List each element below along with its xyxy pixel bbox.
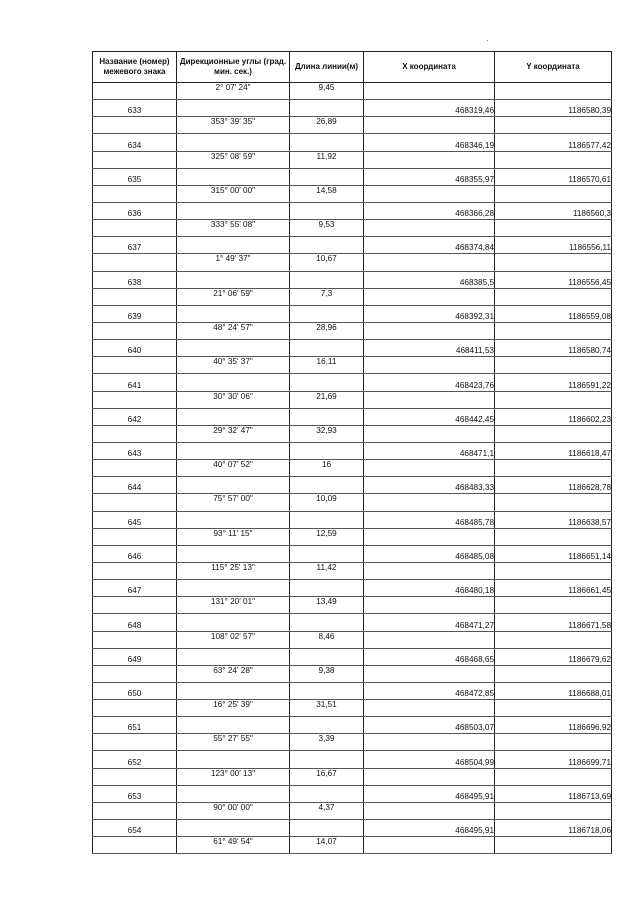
line-length-cell: 4,37 [290, 802, 364, 819]
y-coordinate-cell: 1186628,78 [495, 477, 612, 494]
y-coordinate-cell [495, 837, 612, 854]
table-row-segment [93, 597, 612, 614]
y-coordinate-cell [495, 288, 612, 305]
y-coordinate-cell [495, 631, 612, 648]
y-coordinate-cell: 1186618,47 [495, 442, 612, 459]
y-coordinate-cell: 1186661,45 [495, 580, 612, 597]
x-coordinate-cell: 468471,27 [364, 614, 495, 631]
y-coordinate-cell [495, 700, 612, 717]
direction-angle-cell [177, 202, 290, 219]
x-coordinate-cell [364, 802, 495, 819]
y-coordinate-cell [495, 220, 612, 237]
direction-angle-cell [177, 271, 290, 288]
line-length-cell: 28,96 [290, 322, 364, 339]
x-coordinate-cell [364, 151, 495, 168]
table-row-point [93, 305, 612, 322]
table-row-segment [93, 460, 612, 477]
x-coordinate-cell [364, 391, 495, 408]
x-coordinate-cell [364, 322, 495, 339]
x-coordinate-cell: 468319,46 [364, 100, 495, 117]
line-length-cell [290, 751, 364, 768]
direction-angle-cell [177, 580, 290, 597]
line-length-cell [290, 442, 364, 459]
table-row-segment [93, 357, 612, 374]
x-coordinate-cell: 468485,08 [364, 545, 495, 562]
table-row-segment [93, 837, 612, 854]
direction-angle-cell [177, 751, 290, 768]
line-length-cell [290, 202, 364, 219]
table-row-segment [93, 391, 612, 408]
y-coordinate-cell [495, 734, 612, 751]
y-coordinate-cell [495, 322, 612, 339]
line-length-cell [290, 580, 364, 597]
line-length-cell [290, 614, 364, 631]
marker-name-cell [93, 631, 177, 648]
y-coordinate-cell [495, 802, 612, 819]
line-length-cell: 12,59 [290, 528, 364, 545]
direction-angle-cell: 63° 24' 28" [177, 665, 290, 682]
table-row-point [93, 477, 612, 494]
y-coordinate-cell: 1186651,14 [495, 545, 612, 562]
table-row-segment [93, 322, 612, 339]
marker-name-cell: 640 [93, 340, 177, 357]
line-length-cell: 14,58 [290, 185, 364, 202]
direction-angle-cell: 353° 39' 35" [177, 117, 290, 134]
direction-angle-cell: 108° 02' 57" [177, 631, 290, 648]
direction-angle-cell [177, 648, 290, 665]
y-coordinate-cell: 1186556,45 [495, 271, 612, 288]
direction-angle-cell: 90° 00' 00" [177, 802, 290, 819]
table-row-segment [93, 562, 612, 579]
marker-name-cell: 648 [93, 614, 177, 631]
line-length-cell: 3,39 [290, 734, 364, 751]
table-row-point [93, 100, 612, 117]
direction-angle-cell [177, 374, 290, 391]
direction-angle-cell: 48° 24' 57" [177, 322, 290, 339]
direction-angle-cell: 115° 25' 13" [177, 562, 290, 579]
direction-angle-cell: 315° 00' 00" [177, 185, 290, 202]
y-coordinate-cell: 1186556,11 [495, 237, 612, 254]
direction-angle-cell: 325° 08' 59" [177, 151, 290, 168]
table-row-segment [93, 494, 612, 511]
header-line-length: Длина линии(м) [290, 52, 364, 83]
marker-name-cell: 654 [93, 820, 177, 837]
table-row-segment [93, 665, 612, 682]
x-coordinate-cell [364, 631, 495, 648]
direction-angle-cell [177, 168, 290, 185]
header-x-coordinate: X координата [364, 52, 495, 83]
line-length-cell: 31,51 [290, 700, 364, 717]
x-coordinate-cell [364, 494, 495, 511]
x-coordinate-cell: 468423,76 [364, 374, 495, 391]
marker-name-cell [93, 117, 177, 134]
y-coordinate-cell [495, 528, 612, 545]
direction-angle-cell: 131° 20' 01" [177, 597, 290, 614]
table-row-point [93, 682, 612, 699]
line-length-cell [290, 682, 364, 699]
line-length-cell: 11,92 [290, 151, 364, 168]
direction-angle-cell: 75° 57' 00" [177, 494, 290, 511]
line-length-cell: 7,3 [290, 288, 364, 305]
marker-name-cell: 651 [93, 717, 177, 734]
marker-name-cell [93, 460, 177, 477]
x-coordinate-cell [364, 254, 495, 271]
table-row-segment [93, 425, 612, 442]
line-length-cell [290, 340, 364, 357]
x-coordinate-cell: 468471,1 [364, 442, 495, 459]
marker-name-cell: 649 [93, 648, 177, 665]
marker-name-cell [93, 837, 177, 854]
table-row-segment [93, 117, 612, 134]
table-row-point [93, 374, 612, 391]
direction-angle-cell: 61° 49' 54" [177, 837, 290, 854]
y-coordinate-cell: 1186638,57 [495, 511, 612, 528]
x-coordinate-cell [364, 288, 495, 305]
table-row-point [93, 340, 612, 357]
line-length-cell [290, 305, 364, 322]
table-row-segment [93, 768, 612, 785]
y-coordinate-cell: 1186718,06 [495, 820, 612, 837]
marker-name-cell [93, 597, 177, 614]
x-coordinate-cell: 468385,5 [364, 271, 495, 288]
marker-name-cell [93, 528, 177, 545]
y-coordinate-cell [495, 151, 612, 168]
header-marker-name: Название (номер) межевого знака [93, 52, 177, 83]
line-length-cell [290, 408, 364, 425]
line-length-cell [290, 785, 364, 802]
marker-name-cell: 644 [93, 477, 177, 494]
direction-angle-cell: 30° 30' 06" [177, 391, 290, 408]
marker-name-cell: 635 [93, 168, 177, 185]
table-row-segment [93, 700, 612, 717]
marker-name-cell [93, 494, 177, 511]
line-length-cell [290, 545, 364, 562]
y-coordinate-cell [495, 357, 612, 374]
direction-angle-cell: 93° 11' 15" [177, 528, 290, 545]
marker-name-cell: 639 [93, 305, 177, 322]
line-length-cell [290, 271, 364, 288]
x-coordinate-cell [364, 83, 495, 100]
x-coordinate-cell: 468366,28 [364, 202, 495, 219]
x-coordinate-cell: 468480,18 [364, 580, 495, 597]
y-coordinate-cell [495, 494, 612, 511]
x-coordinate-cell: 468472,85 [364, 682, 495, 699]
marker-name-cell: 650 [93, 682, 177, 699]
y-coordinate-cell [495, 185, 612, 202]
y-coordinate-cell [495, 597, 612, 614]
line-length-cell [290, 100, 364, 117]
x-coordinate-cell [364, 734, 495, 751]
y-coordinate-cell [495, 665, 612, 682]
table-row-point [93, 202, 612, 219]
marker-name-cell [93, 734, 177, 751]
table-row-point [93, 168, 612, 185]
marker-name-cell: 647 [93, 580, 177, 597]
line-length-cell: 10,67 [290, 254, 364, 271]
direction-angle-cell [177, 237, 290, 254]
table-row-point [93, 271, 612, 288]
direction-angle-cell: 16° 25' 39" [177, 700, 290, 717]
y-coordinate-cell [495, 425, 612, 442]
direction-angle-cell [177, 408, 290, 425]
y-coordinate-cell [495, 562, 612, 579]
direction-angle-cell: 333° 55' 08" [177, 220, 290, 237]
line-length-cell: 26,89 [290, 117, 364, 134]
x-coordinate-cell: 468442,45 [364, 408, 495, 425]
x-coordinate-cell: 468411,53 [364, 340, 495, 357]
marker-name-cell: 652 [93, 751, 177, 768]
direction-angle-cell: 40° 35' 37" [177, 357, 290, 374]
y-coordinate-cell [495, 768, 612, 785]
x-coordinate-cell: 468468,65 [364, 648, 495, 665]
marker-name-cell [93, 700, 177, 717]
x-coordinate-cell: 468346,19 [364, 134, 495, 151]
line-length-cell: 10,09 [290, 494, 364, 511]
direction-angle-cell [177, 100, 290, 117]
marker-name-cell [93, 425, 177, 442]
table-row-point [93, 237, 612, 254]
y-coordinate-cell: 1186570,61 [495, 168, 612, 185]
x-coordinate-cell: 468374,84 [364, 237, 495, 254]
line-length-cell: 14,07 [290, 837, 364, 854]
marker-name-cell [93, 357, 177, 374]
y-coordinate-cell [495, 117, 612, 134]
y-coordinate-cell: 1186671,58 [495, 614, 612, 631]
line-length-cell: 16,11 [290, 357, 364, 374]
marker-name-cell: 643 [93, 442, 177, 459]
table-row-segment [93, 802, 612, 819]
marker-name-cell: 638 [93, 271, 177, 288]
marker-name-cell [93, 254, 177, 271]
marker-name-cell: 637 [93, 237, 177, 254]
x-coordinate-cell [364, 665, 495, 682]
line-length-cell [290, 717, 364, 734]
line-length-cell [290, 820, 364, 837]
direction-angle-cell [177, 134, 290, 151]
line-length-cell [290, 237, 364, 254]
x-coordinate-cell [364, 425, 495, 442]
x-coordinate-cell: 468504,99 [364, 751, 495, 768]
direction-angle-cell: 2° 07' 24" [177, 83, 290, 100]
table-row-segment [93, 528, 612, 545]
y-coordinate-cell: 1186696,92 [495, 717, 612, 734]
x-coordinate-cell: 468503,07 [364, 717, 495, 734]
y-coordinate-cell [495, 391, 612, 408]
y-coordinate-cell [495, 83, 612, 100]
marker-name-cell [93, 83, 177, 100]
y-coordinate-cell: 1186577,42 [495, 134, 612, 151]
marker-name-cell [93, 151, 177, 168]
header-direction-angle: Дирекционные углы (град. мин. сек.) [177, 52, 290, 83]
marker-name-cell: 646 [93, 545, 177, 562]
header-y-coordinate: Y координата [495, 52, 612, 83]
x-coordinate-cell: 468483,33 [364, 477, 495, 494]
direction-angle-cell [177, 717, 290, 734]
table-row-point [93, 648, 612, 665]
y-coordinate-cell: 1186591,22 [495, 374, 612, 391]
x-coordinate-cell: 468392,31 [364, 305, 495, 322]
table-row-point [93, 580, 612, 597]
marker-name-cell: 641 [93, 374, 177, 391]
line-length-cell [290, 511, 364, 528]
table-row-point [93, 442, 612, 459]
table-row-point [93, 408, 612, 425]
table-row-segment [93, 83, 612, 100]
x-coordinate-cell [364, 220, 495, 237]
table-row-point [93, 785, 612, 802]
line-length-cell: 16 [290, 460, 364, 477]
y-coordinate-cell: 1186580,74 [495, 340, 612, 357]
x-coordinate-cell: 468485,78 [364, 511, 495, 528]
line-length-cell: 9,38 [290, 665, 364, 682]
line-length-cell [290, 477, 364, 494]
table-body [93, 83, 612, 854]
marker-name-cell [93, 562, 177, 579]
direction-angle-cell [177, 614, 290, 631]
x-coordinate-cell [364, 117, 495, 134]
y-coordinate-cell: 1186688,01 [495, 682, 612, 699]
line-length-cell: 13,49 [290, 597, 364, 614]
line-length-cell: 16,67 [290, 768, 364, 785]
marker-name-cell: 634 [93, 134, 177, 151]
x-coordinate-cell [364, 562, 495, 579]
direction-angle-cell [177, 682, 290, 699]
marker-name-cell [93, 802, 177, 819]
marker-name-cell: 645 [93, 511, 177, 528]
table-row-segment [93, 734, 612, 751]
table-row-point [93, 134, 612, 151]
y-coordinate-cell [495, 254, 612, 271]
table-row-point [93, 820, 612, 837]
y-coordinate-cell: 1186580,39 [495, 100, 612, 117]
x-coordinate-cell [364, 460, 495, 477]
x-coordinate-cell [364, 768, 495, 785]
x-coordinate-cell [364, 528, 495, 545]
marker-name-cell [93, 768, 177, 785]
table-row-segment [93, 631, 612, 648]
y-coordinate-cell: 1186713,69 [495, 785, 612, 802]
direction-angle-cell [177, 442, 290, 459]
direction-angle-cell: 40° 07' 52" [177, 460, 290, 477]
marker-name-cell: 633 [93, 100, 177, 117]
direction-angle-cell [177, 545, 290, 562]
marker-name-cell: 636 [93, 202, 177, 219]
y-coordinate-cell [495, 460, 612, 477]
x-coordinate-cell [364, 700, 495, 717]
table-row-point [93, 751, 612, 768]
direction-angle-cell [177, 820, 290, 837]
direction-angle-cell [177, 511, 290, 528]
marker-name-cell [93, 665, 177, 682]
boundary-coordinates-table [92, 51, 612, 854]
table-row-segment [93, 220, 612, 237]
y-coordinate-cell: 1186699,71 [495, 751, 612, 768]
line-length-cell: 9,45 [290, 83, 364, 100]
marker-name-cell: 653 [93, 785, 177, 802]
direction-angle-cell: 1° 49' 37" [177, 254, 290, 271]
y-coordinate-cell: 1186602,23 [495, 408, 612, 425]
table-row-point [93, 717, 612, 734]
marker-name-cell [93, 185, 177, 202]
table-row-segment [93, 254, 612, 271]
line-length-cell [290, 134, 364, 151]
direction-angle-cell: 29° 32' 47" [177, 425, 290, 442]
table-row-point [93, 545, 612, 562]
line-length-cell [290, 168, 364, 185]
x-coordinate-cell [364, 597, 495, 614]
marker-name-cell [93, 391, 177, 408]
direction-angle-cell [177, 477, 290, 494]
marker-name-cell [93, 220, 177, 237]
line-length-cell [290, 648, 364, 665]
line-length-cell: 21,69 [290, 391, 364, 408]
table-row-point [93, 511, 612, 528]
table-row-segment [93, 288, 612, 305]
direction-angle-cell [177, 305, 290, 322]
y-coordinate-cell: 1186679,62 [495, 648, 612, 665]
x-coordinate-cell [364, 357, 495, 374]
direction-angle-cell: 123° 00' 13" [177, 768, 290, 785]
x-coordinate-cell [364, 837, 495, 854]
direction-angle-cell [177, 785, 290, 802]
marker-name-cell [93, 322, 177, 339]
table-header-row [93, 52, 612, 83]
line-length-cell: 11,42 [290, 562, 364, 579]
line-length-cell: 32,93 [290, 425, 364, 442]
x-coordinate-cell [364, 185, 495, 202]
x-coordinate-cell: 468355,97 [364, 168, 495, 185]
direction-angle-cell: 21° 06' 59" [177, 288, 290, 305]
line-length-cell: 8,46 [290, 631, 364, 648]
line-length-cell [290, 374, 364, 391]
marker-name-cell: 642 [93, 408, 177, 425]
line-length-cell: 9,53 [290, 220, 364, 237]
y-coordinate-cell: 1186559,08 [495, 305, 612, 322]
direction-angle-cell [177, 340, 290, 357]
marker-name-cell [93, 288, 177, 305]
scan-speck [487, 40, 488, 41]
table-row-point [93, 614, 612, 631]
direction-angle-cell: 55° 27' 55" [177, 734, 290, 751]
x-coordinate-cell: 468495,91 [364, 820, 495, 837]
y-coordinate-cell: 1186560,3 [495, 202, 612, 219]
table-row-segment [93, 151, 612, 168]
table-row-segment [93, 185, 612, 202]
x-coordinate-cell: 468495,91 [364, 785, 495, 802]
